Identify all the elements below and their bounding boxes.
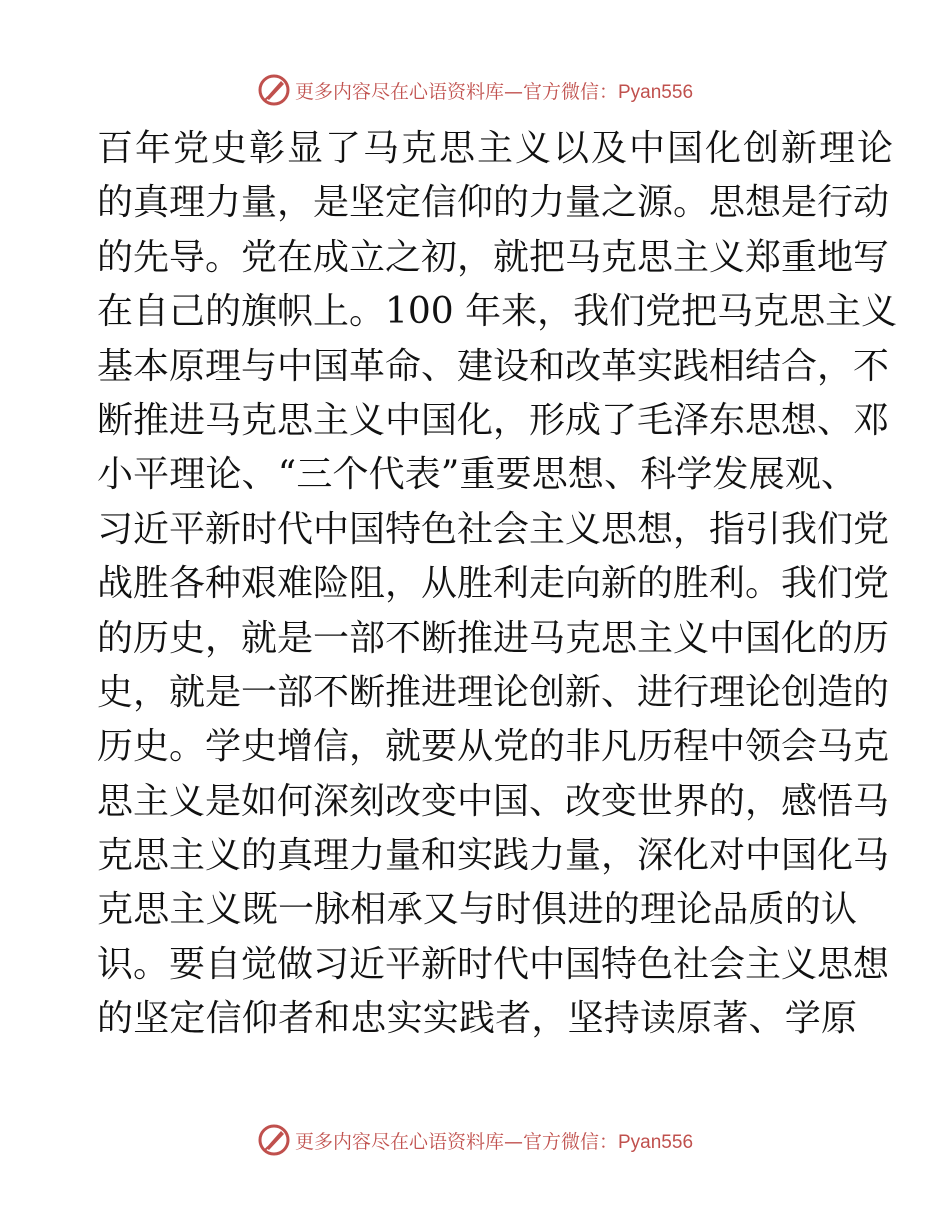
body-line: 的坚定信仰者和忠实实践者，坚持读原著、学原 <box>97 998 857 1040</box>
header-contact-label: 官方微信： <box>522 80 618 103</box>
body-line: 在自己的旗帜上。100 年来，我们党把马克思主义 <box>97 291 898 333</box>
body-line: 克思主义的真理力量和实践力量，深化对中国化马 <box>97 835 890 877</box>
body-line: 历史。学史增信，就要从党的非凡历程中领会马克 <box>97 726 890 768</box>
body-line: 的先导。党在成立之初，就把马克思主义郑重地写 <box>97 236 890 278</box>
body-line: 克思主义既一脉相承又与时俱进的理论品质的认 <box>97 889 857 931</box>
body-line: 基本原理与中国革命、建设和改革实践相结合，不 <box>97 345 890 387</box>
header-account: Pyan556 <box>618 81 694 103</box>
body-line: 战胜各种艰难险阻，从胜利走向新的胜利。我们党 <box>97 563 890 605</box>
footer-separator: — <box>503 1130 523 1153</box>
header-text <box>295 77 693 104</box>
header-banner <box>0 70 950 110</box>
footer-text <box>295 1127 693 1154</box>
document-body <box>97 122 898 1047</box>
quill-seal-icon <box>257 1123 291 1157</box>
body-line: 小平理论、“三个代表”重要思想、科学发展观、 <box>97 454 857 496</box>
quill-seal-icon <box>257 73 291 107</box>
header-separator: — <box>503 80 523 103</box>
body-line: 百年党史彰显了马克思主义以及中国化创新理论 <box>97 128 896 169</box>
body-line: 的历史，就是一部不断推进马克思主义中国化的历 <box>97 617 890 659</box>
body-line: 习近平新时代中国特色社会主义思想，指引我们党 <box>97 508 890 550</box>
body-line: 思主义是如何深刻改变中国、改变世界的，感悟马 <box>97 780 890 822</box>
footer-site-text: 更多内容尽在心语资料库 <box>294 1130 504 1153</box>
body-line: 的真理力量，是坚定信仰的力量之源。思想是行动 <box>97 182 890 224</box>
footer-banner <box>0 1120 950 1160</box>
footer-account: Pyan556 <box>618 1131 694 1153</box>
footer-contact-label: 官方微信： <box>522 1130 618 1153</box>
body-line: 识。要自觉做习近平新时代中国特色社会主义思想 <box>97 943 890 985</box>
header-site-text: 更多内容尽在心语资料库 <box>294 80 504 103</box>
body-line: 史，就是一部不断推进理论创新、进行理论创造的 <box>97 671 890 713</box>
body-line: 断推进马克思主义中国化，形成了毛泽东思想、邓 <box>97 399 890 441</box>
